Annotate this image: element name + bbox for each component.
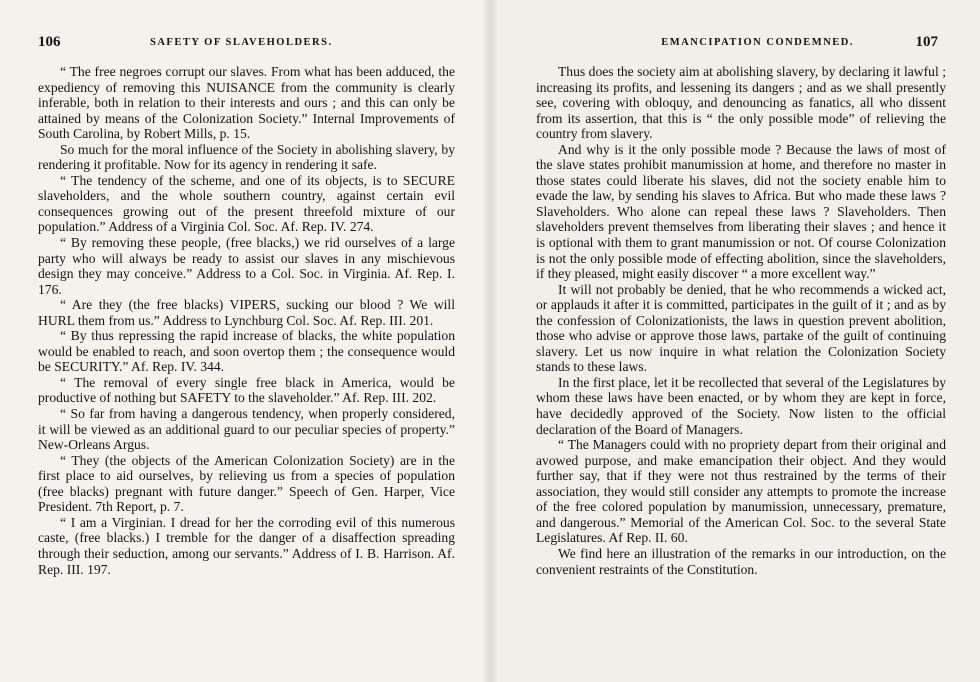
paragraph: “ The removal of every single free black in America, would be productive of nothing but SAFETY to the slaveholder.” Af. Rep. III. 202. bbox=[38, 374, 455, 406]
right-page-body bbox=[536, 64, 946, 577]
paragraph: “ By removing these people, (free blacks,) we rid ourselves of a large party who will always be ready to assist our slaves in any mischievous design they may conceive.” Address to a Col. Soc. in Virginia. Af. Rep. I. 176. bbox=[38, 235, 455, 297]
paragraph: “ By thus repressing the rapid increase of blacks, the white population would be enabled to reach, and soon overtop them ; the consequence would be SECURITY.” Af. Rep. IV. 344. bbox=[38, 328, 455, 375]
right-running-head: EMANCIPATION CONDEMNED. bbox=[661, 37, 854, 48]
paragraph: So much for the moral influence of the Society in abolishing slavery, by rendering it profitable. Now for its agency in rendering it safe. bbox=[38, 141, 455, 173]
left-page-number: 106 bbox=[38, 34, 61, 50]
paragraph: Thus does the society aim at abolishing slavery, by declaring it lawful ; increasing its profits, and lessening its dangers ; and as we shall presently see, covering with obloquy, and denouncing as fanatics, all who dissent from its assertion, that this is “ the only possible mode” of relieving the country from slavery. bbox=[536, 64, 946, 142]
paragraph: “ So far from having a dangerous tendency, when properly considered, it will be viewed as an additional guard to our peculiar species of property.” New-Orleans Argus. bbox=[38, 406, 455, 453]
left-page-body bbox=[38, 64, 455, 577]
paragraph: In the first place, let it be recollected that several of the Legislatures by whom these laws have been enacted, or by whom they are kept in force, have decidedly approved of the Society. Now listen to the official declaration of the Board of Managers. bbox=[536, 374, 946, 437]
paragraph: And why is it the only possible mode ? Because the laws of most of the slave states prohibit manumission at home, and therefore no master in those states could liberate his slaves, did not the society enable him to evade the law, by sending his slaves to Africa. But who made these laws ? Slaveholders. Who alone can repeal these laws ? Slaveholders. Then slaveholders prevent themselves from liberating their slaves ; and hence it is optional with them to grant manumission or not. Of course Colonization is not the only possible mode of effecting abolition, since the slaveholders, if they pleased, might easily discover “ a more excellent way.” bbox=[536, 141, 946, 282]
left-running-head: SAFETY OF SLAVEHOLDERS. bbox=[150, 37, 333, 48]
paragraph: “ The Managers could with no propriety depart from their original and avowed purpose, and make emancipation their object. And they would further say, that if they were not thus restrained by the terms of their association, they would still consider any attempts to promote the increase of the free colored population by manumission, unnecessary, premature, and dangerous.” Memorial of the American Col. Soc. to the several State Legislatures. Af Rep. II. 60. bbox=[536, 437, 946, 546]
paragraph: “ I am a Virginian. I dread for her the corroding evil of this numerous caste, (free blacks.) I tremble for the danger of a disaffection spreading through their seduction, among our servants.” Address of I. B. Harrison. Af. Rep. III. 197. bbox=[38, 514, 455, 577]
paragraph: “ Are they (the free blacks) VIPERS, sucking our blood ? We will HURL them from us.” Address to Lynchburg Col. Soc. Af. Rep. III. 201. bbox=[38, 297, 455, 328]
paragraph: “ The tendency of the scheme, and one of its objects, is to SECURE slaveholders, and the whole southern country, against certain evil consequences growing out of the present threefold mixture of our population.” Address of a Virginia Col. Soc. Af. Rep. IV. 274. bbox=[38, 172, 455, 235]
book-gutter bbox=[482, 0, 498, 682]
right-page bbox=[490, 0, 980, 682]
paragraph: “ The free negroes corrupt our slaves. From what has been adduced, the expediency of removing this NUISANCE from the community is clearly inferable, both in relation to their interests and ours ; and this can only be attained by means of the Colonization Society.” Internal Improvements of South Carolina, by Robert Mills, p. 15. bbox=[38, 64, 455, 142]
paragraph: We find here an illustration of the remarks in our introduction, on the convenient restraints of the Constitution. bbox=[536, 545, 946, 577]
right-page-header bbox=[542, 34, 938, 57]
left-page-header bbox=[38, 34, 458, 57]
right-page-number: 107 bbox=[915, 34, 938, 50]
paragraph: It will not probably be denied, that he who recommends a wicked act, or applauds it after it is committed, participates in the guilt of it ; and as by the confession of Colonizationists, the laws in question prevent abolition, those who advise or approve those laws, partake of the guilt of continuing slavery. Let us now inquire in what relation the Colonization Society stands to these laws. bbox=[536, 281, 946, 375]
paragraph: “ They (the objects of the American Colonization Society) are in the first place to aid ourselves, by relieving us from a species of population (free blacks) pregnant with future danger.” Speech of Gen. Harper, Vice President. 7th Report, p. 7. bbox=[38, 452, 455, 515]
